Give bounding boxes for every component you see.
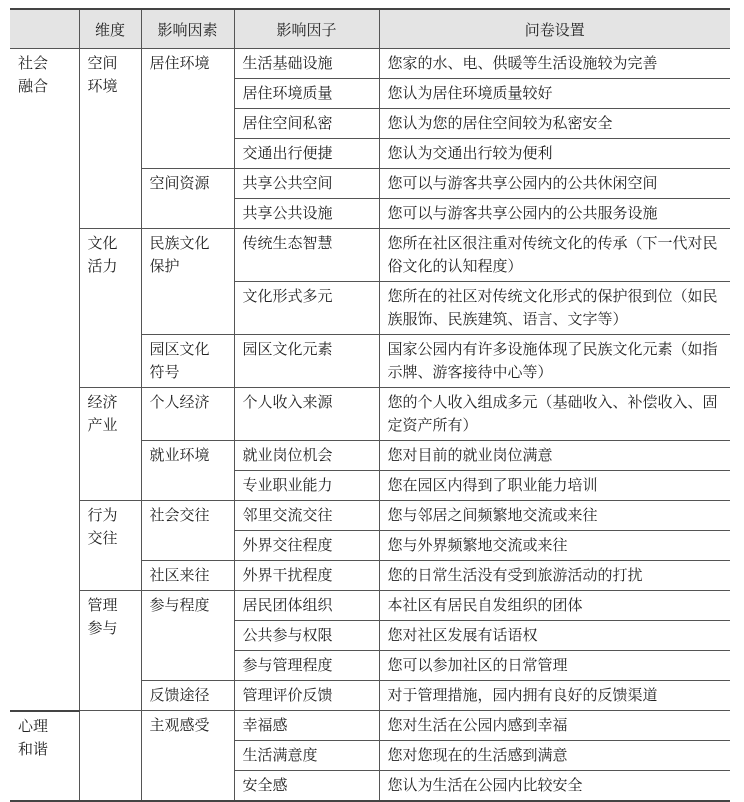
question-cell: 您家的水、电、供暖等生活设施较为完善 bbox=[379, 49, 730, 79]
factor-cell: 生活满意度 bbox=[234, 741, 379, 771]
dimension-cell bbox=[79, 591, 141, 711]
table-row bbox=[10, 711, 730, 741]
factor-group-label: 参与程度 bbox=[149, 596, 210, 614]
factor-cell: 专业职业能力 bbox=[234, 471, 379, 501]
header-cell bbox=[10, 9, 79, 49]
question-cell: 您在园区内得到了职业能力培训 bbox=[379, 471, 730, 501]
factor-cell: 外界干扰程度 bbox=[234, 561, 379, 591]
header-row bbox=[10, 9, 730, 49]
factor-group-cell bbox=[141, 711, 234, 802]
factor-cell: 生活基础设施 bbox=[234, 49, 379, 79]
factor-group-cell bbox=[141, 49, 234, 169]
factor-cell: 文化形式多元 bbox=[234, 282, 379, 335]
header-cell: 影响因子 bbox=[234, 9, 379, 49]
factor-group-label: 社会交往 bbox=[149, 506, 210, 524]
factor-group-label: 社区来往 bbox=[149, 566, 210, 584]
top-category-cell bbox=[10, 49, 79, 711]
table-row bbox=[10, 388, 730, 441]
factor-cell: 外界交往程度 bbox=[234, 531, 379, 561]
question-cell: 对于管理措施，园内拥有良好的反馈渠道 bbox=[379, 681, 730, 711]
factor-cell: 交通出行便捷 bbox=[234, 139, 379, 169]
dimension-cell bbox=[79, 229, 141, 388]
factor-group-cell bbox=[141, 561, 234, 591]
dimension-label: 管理 参与 bbox=[87, 596, 118, 637]
factor-group-label: 反馈途径 bbox=[149, 686, 210, 704]
dimension-label: 文化 活力 bbox=[87, 234, 118, 275]
table-row bbox=[10, 591, 730, 621]
question-cell: 您可以参加社区的日常管理 bbox=[379, 651, 730, 681]
question-cell: 您与外界频繁地交流或来往 bbox=[379, 531, 730, 561]
dimension-cell bbox=[79, 501, 141, 591]
factor-group-cell bbox=[141, 501, 234, 561]
question-cell: 国家公园内有许多设施体现了民族文化元素（如指示牌、游客接待中心等） bbox=[379, 335, 730, 388]
dimension-cell bbox=[79, 388, 141, 501]
factor-group-cell bbox=[141, 591, 234, 681]
question-cell: 您对生活在公园内感到幸福 bbox=[379, 711, 730, 741]
factor-group-cell bbox=[141, 335, 234, 388]
dimension-label: 经济 产业 bbox=[87, 393, 118, 434]
factor-group-label: 园区文化 符号 bbox=[149, 340, 210, 381]
factor-group-label: 主观感受 bbox=[149, 716, 210, 734]
dimension-cell bbox=[79, 49, 141, 229]
question-cell: 您认为居住环境质量较好 bbox=[379, 79, 730, 109]
factor-cell: 就业岗位机会 bbox=[234, 441, 379, 471]
top-category-label: 心理 和谐 bbox=[18, 716, 49, 758]
question-cell: 您所在社区很注重对传统文化的传承（下一代对民俗文化的认知程度） bbox=[379, 229, 730, 282]
header-cell: 问卷设置 bbox=[379, 9, 730, 49]
factor-cell: 安全感 bbox=[234, 771, 379, 802]
factor-cell: 幸福感 bbox=[234, 711, 379, 741]
factor-cell: 管理评价反馈 bbox=[234, 681, 379, 711]
question-cell: 您与邻居之间频繁地交流或来往 bbox=[379, 501, 730, 531]
dimension-label: 行为 交往 bbox=[87, 506, 118, 547]
question-cell: 您可以与游客共享公园内的公共休闲空间 bbox=[379, 169, 730, 199]
factor-group-cell bbox=[141, 169, 234, 229]
factor-cell: 居民团体组织 bbox=[234, 591, 379, 621]
factor-cell: 居住环境质量 bbox=[234, 79, 379, 109]
factor-group-cell bbox=[141, 681, 234, 711]
table-row bbox=[10, 229, 730, 282]
factor-group-label: 空间资源 bbox=[149, 174, 210, 192]
table-row bbox=[10, 501, 730, 531]
question-cell: 您可以与游客共享公园内的公共服务设施 bbox=[379, 199, 730, 229]
factor-cell: 个人收入来源 bbox=[234, 388, 379, 441]
factor-cell: 园区文化元素 bbox=[234, 335, 379, 388]
question-cell: 您认为交通出行较为便利 bbox=[379, 139, 730, 169]
question-cell: 您对社区发展有话语权 bbox=[379, 621, 730, 651]
question-cell: 本社区有居民自发组织的团体 bbox=[379, 591, 730, 621]
factor-cell: 共享公共空间 bbox=[234, 169, 379, 199]
top-category-cell bbox=[10, 711, 79, 802]
dimension-label: 空间 环境 bbox=[87, 54, 118, 95]
factor-group-cell bbox=[141, 388, 234, 441]
question-cell: 您认为您的居住空间较为私密安全 bbox=[379, 109, 730, 139]
survey-table bbox=[10, 8, 730, 802]
factor-group-label: 居住环境 bbox=[149, 54, 210, 72]
factor-cell: 公共参与权限 bbox=[234, 621, 379, 651]
factor-group-label: 民族文化 保护 bbox=[149, 234, 210, 275]
factor-group-cell bbox=[141, 441, 234, 501]
factor-cell: 参与管理程度 bbox=[234, 651, 379, 681]
table-row bbox=[10, 49, 730, 79]
factor-group-label: 就业环境 bbox=[149, 446, 210, 464]
question-cell: 您所在的社区对传统文化形式的保护很到位（如民族服饰、民族建筑、语言、文字等） bbox=[379, 282, 730, 335]
factor-group-cell bbox=[141, 229, 234, 335]
question-cell: 您对目前的就业岗位满意 bbox=[379, 441, 730, 471]
question-cell: 您的日常生活没有受到旅游活动的打扰 bbox=[379, 561, 730, 591]
question-cell: 您的个人收入组成多元（基础收入、补偿收入、固定资产所有） bbox=[379, 388, 730, 441]
factor-cell: 传统生态智慧 bbox=[234, 229, 379, 282]
top-category-label: 社会 融合 bbox=[18, 54, 49, 95]
header-cell: 维度 bbox=[79, 9, 141, 49]
dimension-cell bbox=[79, 711, 141, 802]
factor-cell: 居住空间私密 bbox=[234, 109, 379, 139]
factor-cell: 邻里交流交往 bbox=[234, 501, 379, 531]
factor-cell: 共享公共设施 bbox=[234, 199, 379, 229]
header-cell: 影响因素 bbox=[141, 9, 234, 49]
factor-group-label: 个人经济 bbox=[149, 393, 210, 411]
question-cell: 您认为生活在公园内比较安全 bbox=[379, 771, 730, 802]
question-cell: 您对您现在的生活感到满意 bbox=[379, 741, 730, 771]
